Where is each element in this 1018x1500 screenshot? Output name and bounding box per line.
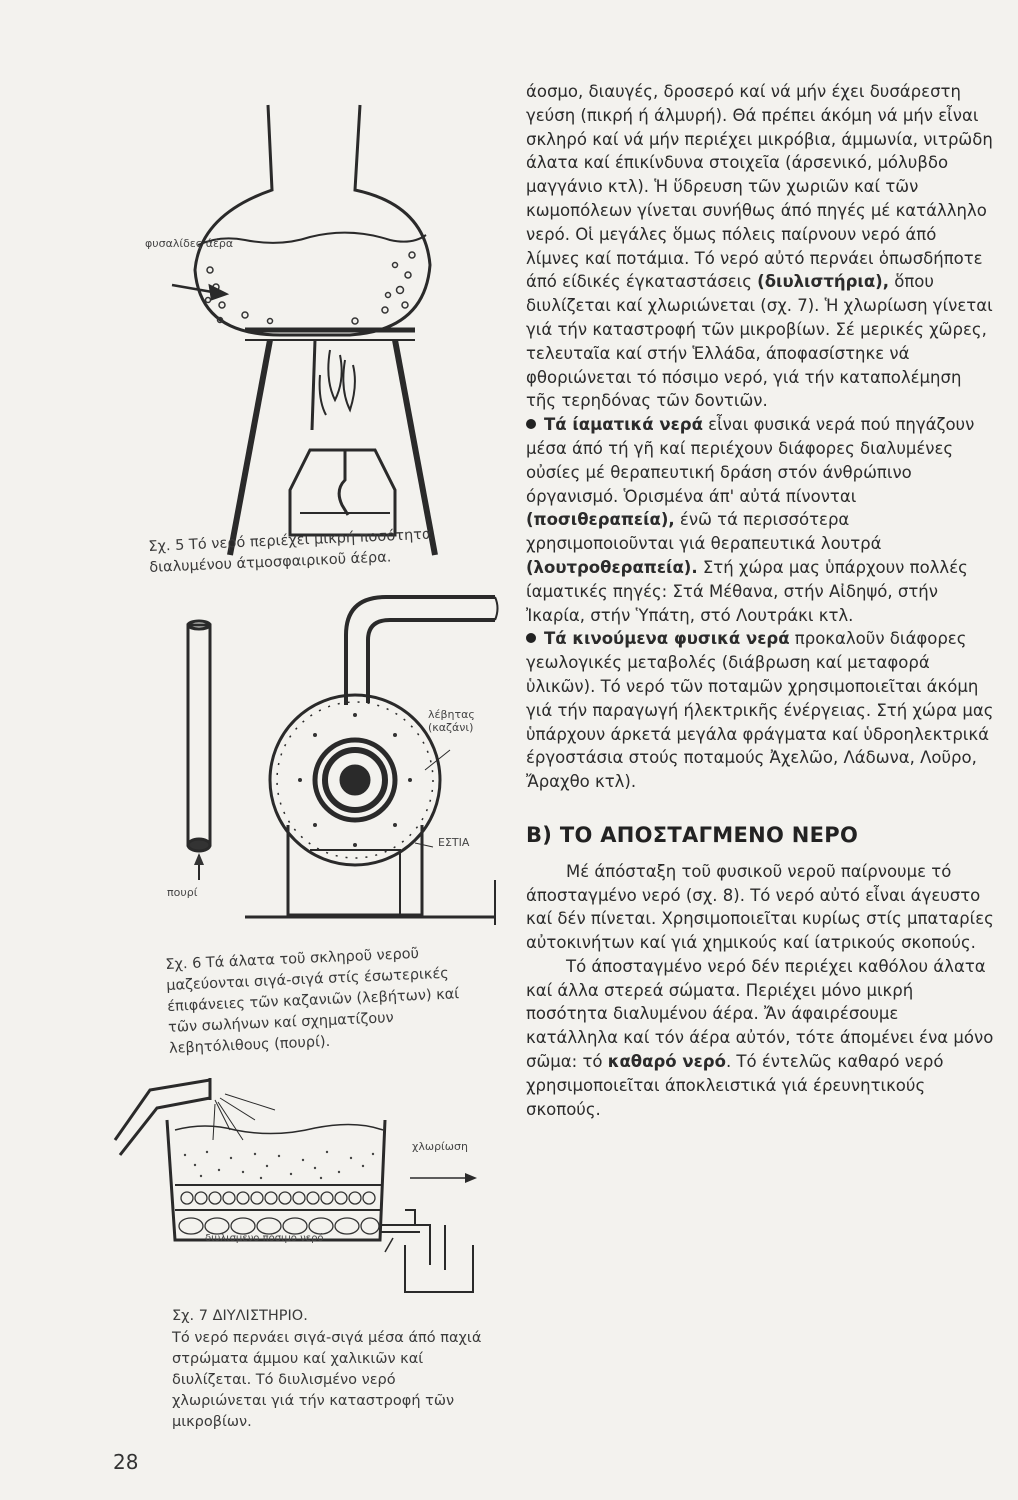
right-column-text [526, 80, 994, 1121]
caption-figure-5: Σχ. 5 Τό νερό περιέχει μικρή ποσότητα διαλυμένου άτμοσφαιρικοῦ άέρα. [148, 526, 432, 576]
term-drink-therapy: (ποσιθεραπεία), [526, 510, 675, 530]
flask-illustration [150, 95, 510, 545]
term-bath-therapy: (λουτροθεραπεία). [526, 557, 698, 577]
label-chlorination: χλωρίωση [412, 1140, 468, 1153]
text-p2-a: εἶναι φυσικά νερά πού πηγάζουν μέσα άπό τή γῆ καί περιέχουν διάφορες διαλυμένες οὐσίες μέ θεραπευτική δράση στόν άνθρώπινο όργανισμό. Ὁρισμένα άπ' αὐτά πίνονται [526, 415, 975, 506]
label-scale: πουρί [167, 886, 198, 899]
text-p2-b: ένῶ τά περισσότερα χρησιμοποιοῦνται γιά θεραπευτικά λουτρά [526, 510, 882, 554]
caption-figure-6: Σχ. 6 Τά άλατα τοῦ σκληροῦ νεροῦ μαζεύονται σιγά-σιγά στίς έσωτερικές έπιφάνειες τῶν καζανιῶν (λεβήτων) καί τῶν σωλήνων καί σχηματίζουν λεβητόλιθους (πουρί). [165, 945, 460, 1057]
paragraph-distillation: Μέ άπόσταξη τοῦ φυσικοῦ νεροῦ παίρνουμε τό άποσταγμένο νερό (σχ. 8). Τό νερό αὐτό εἶναι άγευστο καί δέν πίνεται. Χρησιμοποιεῖται κυρίως στίς μπαταρίες αὐτοκινήτων καί γιά χημικούς καί ίατρικούς σκοπούς. [526, 861, 994, 953]
figure-filter [115, 1060, 515, 1290]
paragraph-drinking-water [526, 80, 994, 413]
term-healing-waters: Τά ίαματικά νερά [544, 415, 703, 435]
term-moving-waters: Τά κινούμενα φυσικά νερά [544, 629, 790, 649]
text-p1-start: άοσμο, διαυγές, δροσερό καί νά μήν έχει δυσάρεστη γεύση (πικρή ή άλμυρή). Θά πρέπει άκόμη νά μήν εἶναι σκληρό καί νά μήν περιέχει μικρόβια, άμμωνία, νιτρῶδη άλατα καί έπικίνδυνα στοιχεῖα (άρσενικό, μόλυβδο μαγγάνιο κτλ). Ἡ ὕδρευση τῶν χωριῶν καί τῶν κωμοπόλεων γίνεται συνήθως άπό πηγές μέ κατάλληλο νερό. Οἱ μεγάλες ὅμως πόλεις παίρνουν νερό άπό λίμνες καί ποτάμια. Τό νερό αὐτό περνάει ὁπωσδήποτε άπό είδικές έγκαταστάσεις [526, 82, 993, 292]
paragraph-healing-waters [526, 413, 994, 627]
figure-flask [150, 95, 510, 545]
label-air-bubbles: φυσαλίδες άέρα [145, 237, 234, 250]
label-filtered-water: διυλισμένο πόσιμο νερό [205, 1233, 324, 1244]
text-p5-a: Τό άποσταγμένο νερό δέν περιέχει καθόλου άλατα καί άλλα στερεά σώματα. Περιέχει μόνο μικρή ποσότητα διαλυμένου άέρα. Ἄν άφαιρέσουμε κατάλληλα καί τόν άέρα αὐτόν, τότε άπομένει ένα μόνο σῶμα: τό [526, 956, 994, 1072]
bullet-icon [526, 419, 536, 429]
text-p1-end: ὅπου διυλίζεται καί χλωριώνεται (σχ. 7). Ἡ χλωρίωση γίνεται γιά τήν καταστροφή τῶν μικροβίων. Σέ μερικές χῶρες, τελευταῖα καί στήν Ἑλλάδα, άποφασίστηκε νά φθοριώνεται τό πόσιμο νερό, γιά τήν καταπολέμηση τῆς τερηδόνας τῶν δοντιῶν. [526, 272, 993, 411]
filter-illustration [115, 1060, 515, 1290]
text-p3: προκαλοῦν διάφορες γεωλογικές μεταβολές (διάβρωση καί μεταφορά ὑλικῶν). Τό νερό τῶν ποταμῶν χρησιμοποιεῖται άκόμη γιά τήν παραγωγή ήλεκτρικῆς ένέργειας. Στή χώρα μας ὑπάρχουν άρκετά μεγάλα φράγματα καί ὑδροηλεκτρικά έργοστάσια στούς ποταμούς Ἀχελῶο, Λάδωνα, Λοῦρο, Ἄραχθο κτλ). [526, 629, 994, 792]
boiler-illustration [150, 585, 510, 930]
paragraph-moving-waters [526, 627, 994, 794]
caption-figure-7-title: Σχ. 7 ΔΙΥΛΙΣΤΗΡΙΟ. [172, 1308, 308, 1324]
page-number: 28 [113, 1450, 139, 1474]
caption-figure-7: Τό νερό περνάει σιγά-σιγά μέσα άπό παχιά στρώματα άμμου καί χαλικιῶν καί διυλίζεται. Τό διυλισμένο νερό χλωριώνεται γιά τήν καταστροφή τῶν μικροβίων. [172, 1330, 482, 1430]
term-pure-water: καθαρό νερό [607, 1052, 726, 1072]
text-filter-plants: (διυλιστήρια), [757, 272, 889, 292]
paragraph-pure-water [526, 955, 994, 1122]
label-boiler: λέβητας (καζάνι) [428, 708, 475, 734]
section-heading-distilled-water: Β) ΤΟ ΑΠΟΣΤΑΓΜΕΝΟ ΝΕΡΟ [526, 822, 859, 847]
text-p2-c: Στή χώρα μας ὑπάρχουν πολλές ίαματικές πηγές: Στά Μέθανα, στήν Αἰδηψό, στήν Ἰκαρία, στήν Ὑπάτη, στό Λουτράκι κτλ. [526, 557, 968, 625]
figure-boiler [150, 585, 510, 930]
bullet-icon [526, 633, 536, 643]
text-p5-b: . Τό έντελῶς καθαρό νερό χρησιμοποιεῖται άποκλειστικά γιά έρευνητικούς σκοπούς. [526, 1052, 944, 1119]
label-hearth: ΕΣΤΙΑ [438, 836, 470, 849]
